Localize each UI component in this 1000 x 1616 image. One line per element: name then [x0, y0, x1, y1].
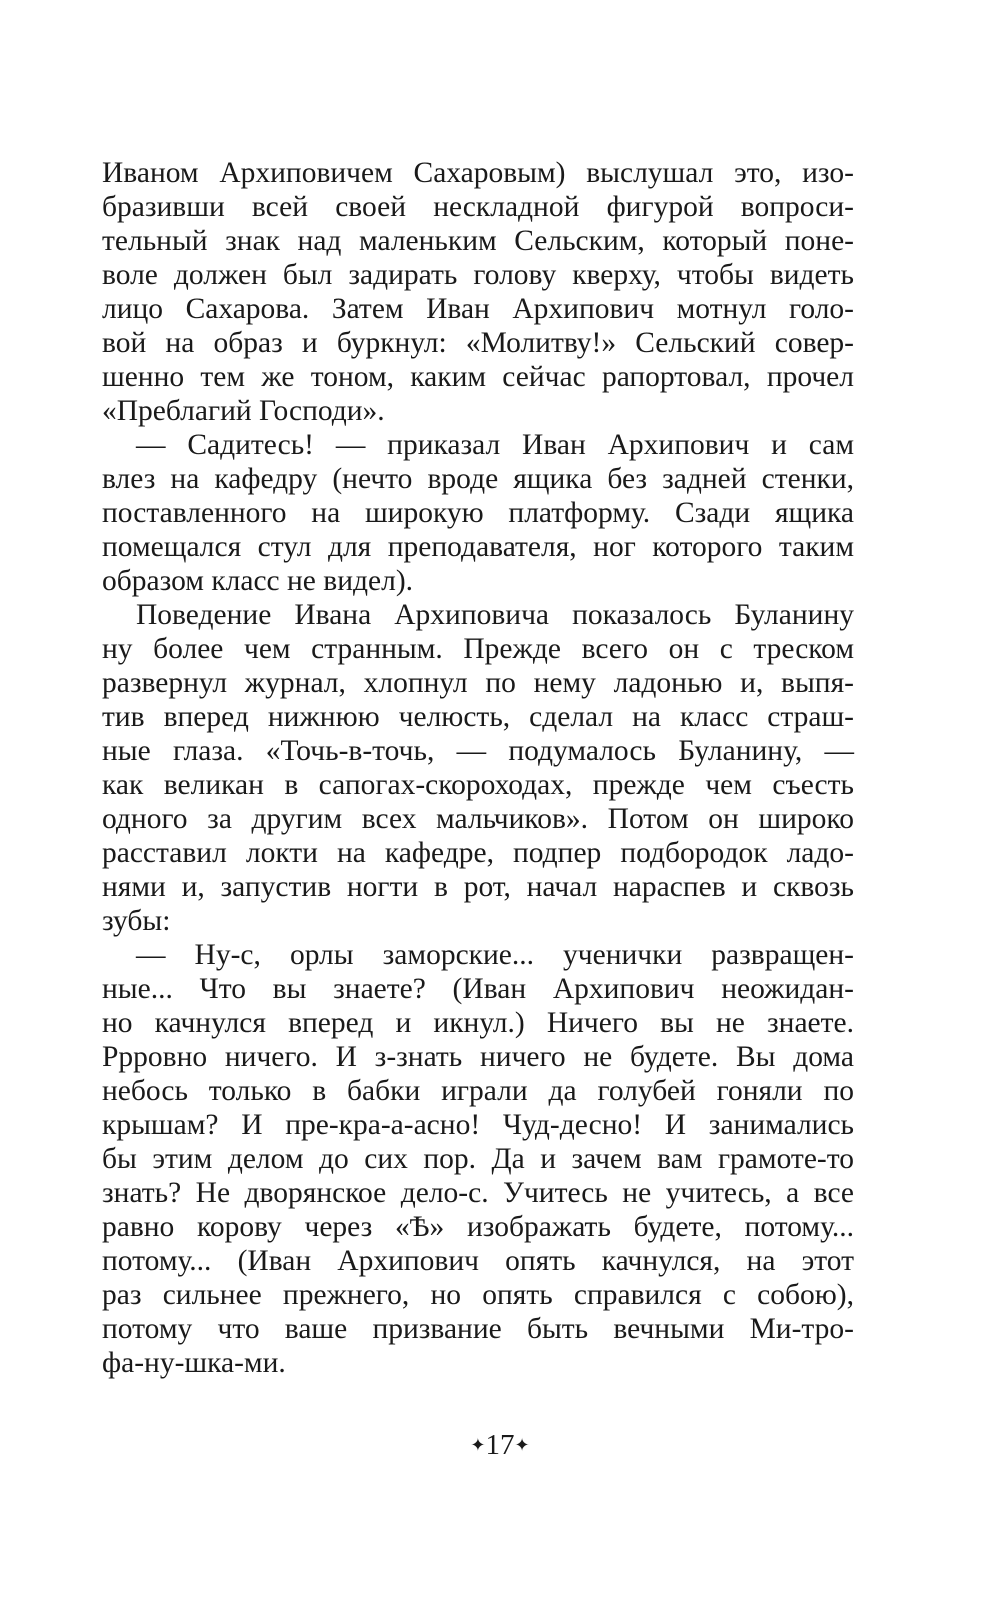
text-line: образом класс не видел).	[102, 565, 414, 597]
text-line: ные... Что вы знаете? (Иван Архипович неожидан-	[102, 973, 854, 1005]
text-line: Ррровно ничего. И з-знать ничего не будете. Вы дома	[102, 1041, 854, 1073]
text-line: тив вперед нижнюю челюсть, сделал на класс страш-	[102, 701, 854, 733]
text-line: влез на кафедру (нечто вроде ящика без задней стенки,	[102, 463, 854, 495]
text-line: поставленного на широкую платформу. Сзади ящика	[102, 497, 854, 529]
text-line: потому что ваше призвание быть вечными Ми-тро-	[102, 1313, 854, 1345]
text-line: ну более чем странным. Прежде всего он с треском	[102, 633, 854, 665]
text-line: «Преблагий Господи».	[102, 395, 385, 427]
text-line: но качнулся вперед и икнул.) Ничего вы не знаете.	[102, 1007, 854, 1039]
text-line: фа-ну-шка-ми.	[102, 1347, 286, 1379]
star-ornament-icon: ✦	[514, 1435, 530, 1455]
text-line: нями и, запустив ногти в рот, начал нараспев и сквозь	[102, 871, 854, 903]
text-line: потому... (Иван Архипович опять качнулся, на этот	[102, 1245, 854, 1277]
text-line: бы этим делом до сих пор. Да и зачем вам грамоте-то	[102, 1143, 854, 1175]
text-line: воле должен был задирать голову кверху, чтобы видеть	[102, 259, 854, 291]
text-line: как великан в сапогах-скороходах, прежде чем съесть	[102, 769, 854, 801]
text-line: Поведение Ивана Архиповича показалось Буланину	[136, 599, 854, 631]
star-ornament-icon: ✦	[470, 1435, 486, 1455]
text-line: крышам? И пре-кра-а-асно! Чуд-десно! И занимались	[102, 1109, 854, 1141]
text-line: небось только в бабки играли да голубей гоняли по	[102, 1075, 854, 1107]
text-line: развернул журнал, хлопнул по нему ладонью и, выпя-	[102, 667, 854, 699]
text-line: раз сильнее прежнего, но опять справился с собою),	[102, 1279, 854, 1311]
text-line: бразивши всей своей нескладной фигурой вопроси-	[102, 191, 854, 223]
paragraph	[102, 598, 854, 938]
text-line: вой на образ и буркнул: «Молитву!» Сельский совер-	[102, 327, 854, 359]
text-line: лицо Сахарова. Затем Иван Архипович мотнул голо-	[102, 293, 854, 325]
text-line: — Садитесь! — приказал Иван Архипович и сам	[136, 429, 854, 461]
text-line: одного за другим всех мальчиков». Потом он широко	[102, 803, 854, 835]
text-line: шенно тем же тоном, каким сейчас рапортовал, прочел	[102, 361, 854, 393]
paragraph	[102, 428, 854, 598]
body-text	[102, 156, 854, 1380]
text-line: — Ну-с, орлы заморские... ученички развращен-	[136, 939, 854, 971]
text-line: расставил локти на кафедре, подпер подбородок ладо-	[102, 837, 854, 869]
text-line: знать? Не дворянское дело-с. Учитесь не учитесь, а все	[102, 1177, 854, 1209]
text-line: помещался стул для преподавателя, ног которого таким	[102, 531, 854, 563]
text-line: зубы:	[102, 905, 171, 937]
text-line: тельный знак над маленьким Сельским, который поне-	[102, 225, 854, 257]
paragraph	[102, 156, 854, 428]
page-number-footer	[0, 1428, 1000, 1462]
page-number: 17	[485, 1429, 515, 1461]
text-line: Иваном Архиповичем Сахаровым) выслушал это, изо-	[102, 157, 854, 189]
text-line: ные глаза. «Точь-в-точь, — подумалось Буланину, —	[102, 735, 854, 767]
paragraph	[102, 938, 854, 1380]
text-line: равно корову через «Ѣ» изображать будете, потому...	[102, 1211, 854, 1243]
